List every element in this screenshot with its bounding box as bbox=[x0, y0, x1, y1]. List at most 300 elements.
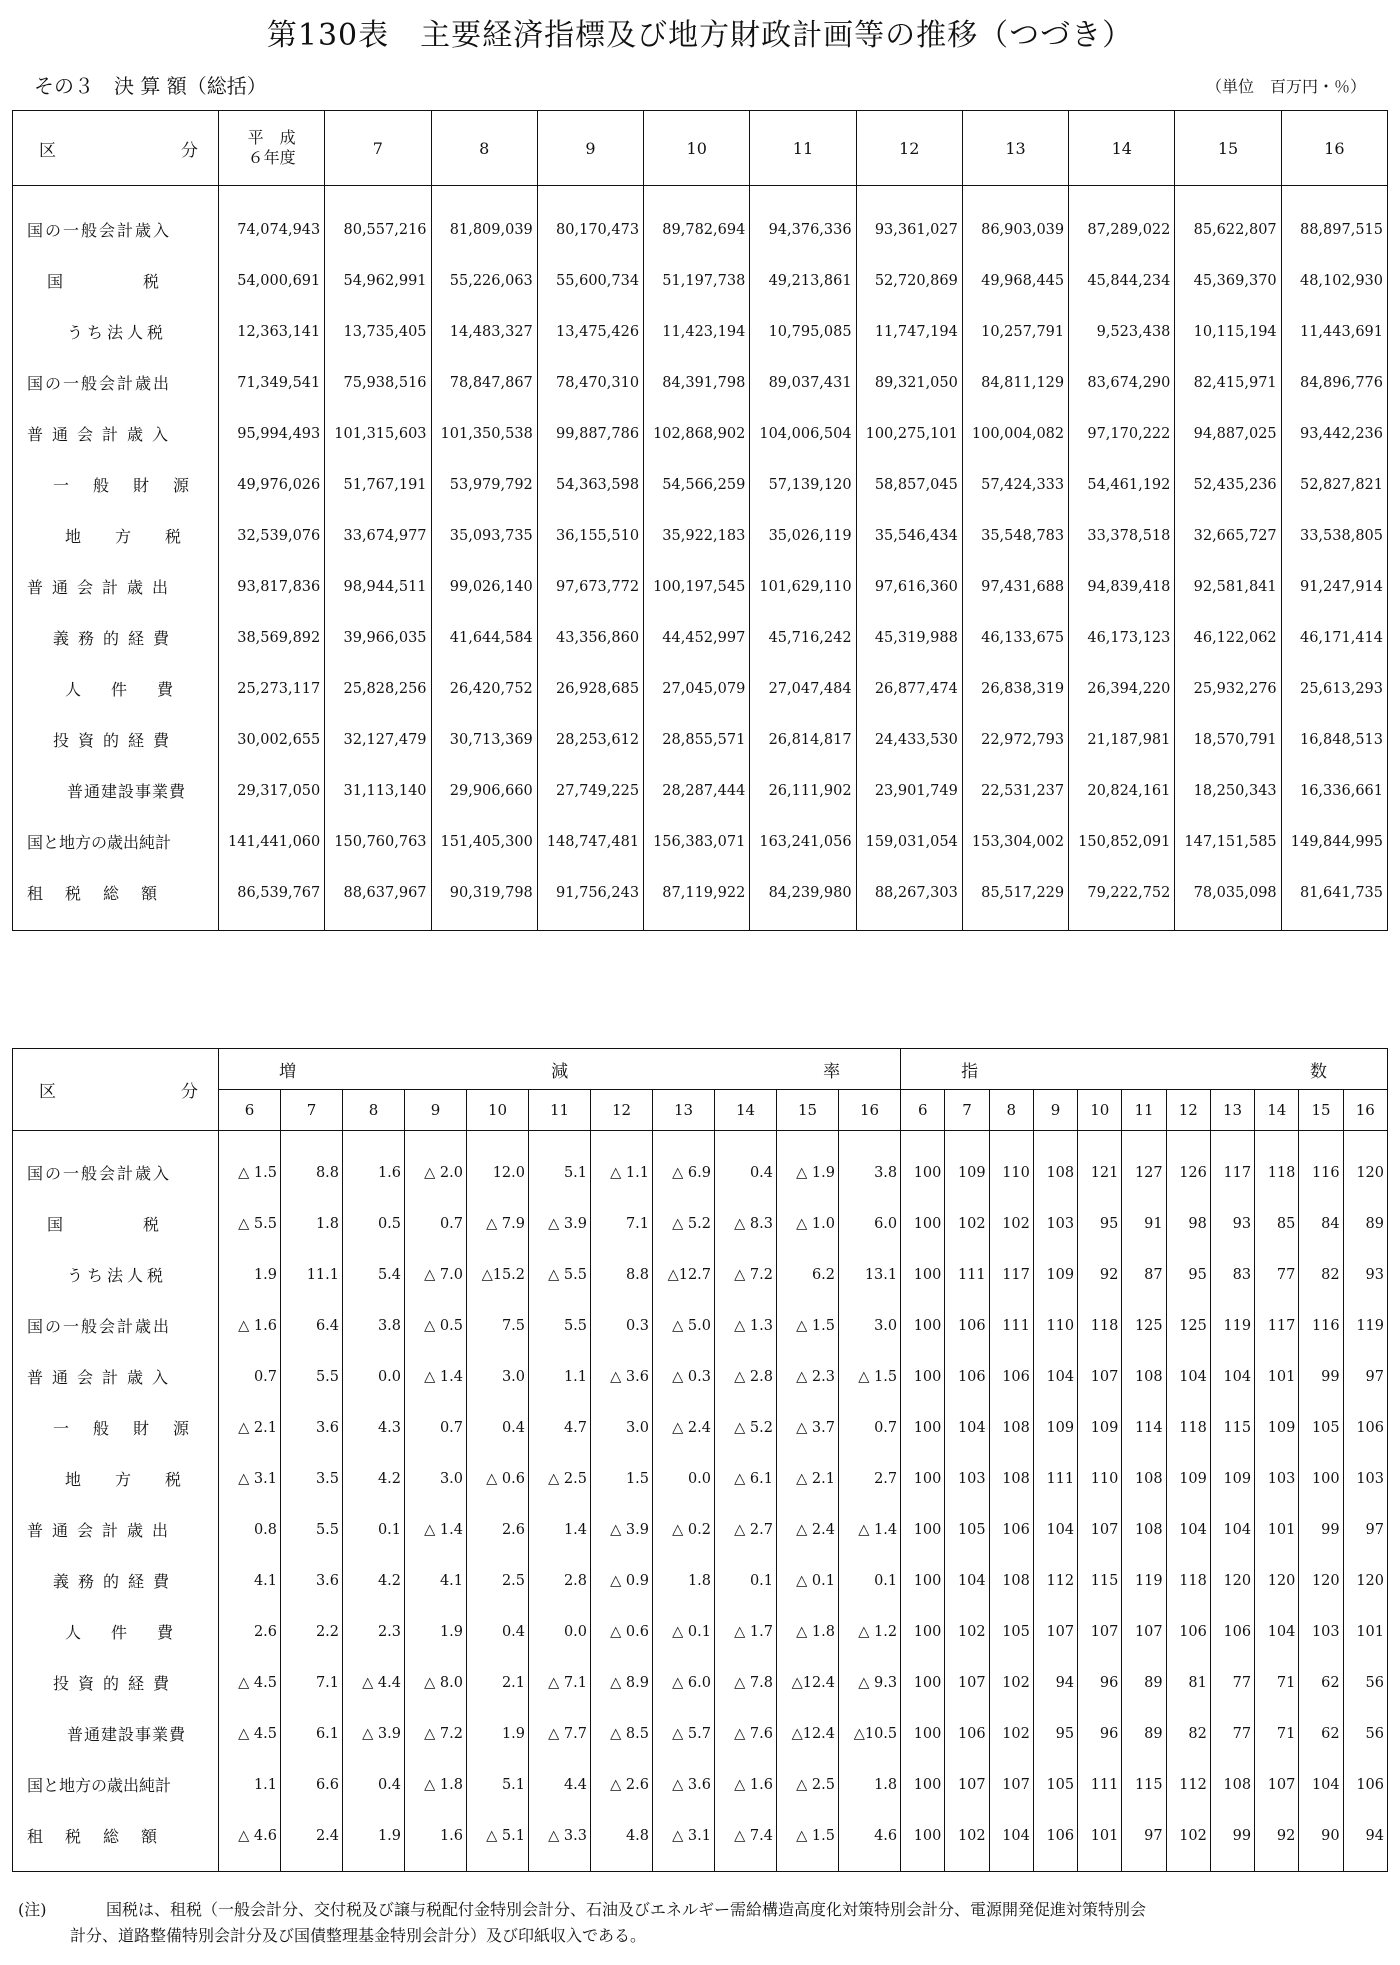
index-cell: 99 bbox=[1299, 1351, 1343, 1402]
index-cell: 106 bbox=[989, 1504, 1033, 1555]
amount-cell: 97,431,688 bbox=[962, 561, 1068, 612]
index-year-header: 12 bbox=[1166, 1090, 1210, 1131]
table-row bbox=[13, 255, 1388, 306]
index-cell: 104 bbox=[1033, 1504, 1077, 1555]
index-cell: 106 bbox=[1356, 1776, 1384, 1793]
index-cell: 118 bbox=[1255, 1131, 1299, 1199]
index-cell: 110 bbox=[989, 1131, 1033, 1199]
change-rate-cell: △ 3.1 bbox=[653, 1810, 715, 1872]
amount-cell: 13,735,405 bbox=[325, 306, 431, 357]
index-cell: 106 bbox=[989, 1351, 1033, 1402]
change-rate-cell: 1.6 bbox=[405, 1810, 467, 1872]
change-rate-cell: 1.4 bbox=[529, 1504, 591, 1555]
change-rate-cell: 0.7 bbox=[405, 1198, 467, 1249]
index-cell: 101 bbox=[1255, 1504, 1299, 1555]
row-label: 普通会計歳出 bbox=[13, 1504, 219, 1555]
change-year-header: 15 bbox=[777, 1090, 839, 1131]
change-rate-cell: 3.6 bbox=[281, 1555, 343, 1606]
index-year-header: 11 bbox=[1122, 1090, 1166, 1131]
index-cell: 118 bbox=[1166, 1555, 1210, 1606]
change-year-header: 9 bbox=[405, 1090, 467, 1131]
amount-cell: 148,747,481 bbox=[537, 816, 643, 867]
amount-cell: 45,844,234 bbox=[1069, 255, 1175, 306]
amount-cell: 54,461,192 bbox=[1069, 459, 1175, 510]
index-year-header: 15 bbox=[1299, 1090, 1343, 1131]
change-rate-cell: △ 2.0 bbox=[405, 1131, 467, 1199]
change-rate-cell: △ 6.9 bbox=[653, 1131, 715, 1199]
change-rate-cell: 2.2 bbox=[281, 1606, 343, 1657]
change-rate-cell: △ 3.1 bbox=[219, 1453, 281, 1504]
amount-cell: 151,405,300 bbox=[431, 816, 537, 867]
change-rate-cell: △ 1.6 bbox=[715, 1759, 777, 1810]
index-cell: 116 bbox=[1299, 1300, 1343, 1351]
index-cell: 98 bbox=[1166, 1198, 1210, 1249]
amount-cell: 104,006,504 bbox=[750, 408, 856, 459]
change-rate-cell: 5.4 bbox=[343, 1249, 405, 1300]
amount-cell: 88,637,967 bbox=[325, 867, 431, 931]
index-cell: 62 bbox=[1299, 1657, 1343, 1708]
row-label: 普通会計歳出 bbox=[13, 561, 219, 612]
change-rate-cell: △ 7.8 bbox=[715, 1657, 777, 1708]
index-year-header: 13 bbox=[1210, 1090, 1254, 1131]
amount-cell: 49,968,445 bbox=[962, 255, 1068, 306]
index-cell: 109 bbox=[945, 1131, 989, 1199]
index-cell: 97 bbox=[1365, 1368, 1384, 1385]
kubun-header: 区 分 bbox=[13, 1049, 219, 1131]
amount-cell: 26,877,474 bbox=[856, 663, 962, 714]
table-row bbox=[13, 408, 1388, 459]
index-cell: 111 bbox=[989, 1300, 1033, 1351]
index-cell: 107 bbox=[1078, 1351, 1122, 1402]
change-rate-cell: △ 3.9 bbox=[591, 1504, 653, 1555]
change-rate-cell: 0.0 bbox=[653, 1453, 715, 1504]
change-rate-cell: △ 5.5 bbox=[219, 1198, 281, 1249]
table-row bbox=[13, 1402, 1388, 1453]
index-cell: 100 bbox=[901, 1131, 945, 1199]
change-rate-cell: 4.1 bbox=[219, 1555, 281, 1606]
footnote-line-2: 計分、道路整備特別会計分及び国債整理基金特別会計分）及び印紙収入である。 bbox=[70, 1926, 647, 1945]
amount-cell: 159,031,054 bbox=[856, 816, 962, 867]
rates-header-row-1 bbox=[13, 1049, 1388, 1090]
change-rate-cell: △ 1.1 bbox=[591, 1131, 653, 1199]
index-cell: 94 bbox=[1033, 1657, 1077, 1708]
index-cell: 100 bbox=[901, 1759, 945, 1810]
index-cell: 121 bbox=[1078, 1131, 1122, 1199]
footnote bbox=[18, 1897, 1388, 1949]
change-rate-cell: △ 1.5 bbox=[777, 1810, 839, 1872]
amount-cell: 94,887,025 bbox=[1175, 408, 1281, 459]
change-rate-cell: △ 6.0 bbox=[653, 1657, 715, 1708]
change-rate-cell: △ 7.7 bbox=[529, 1708, 591, 1759]
amount-cell: 33,378,518 bbox=[1069, 510, 1175, 561]
index-cell: 104 bbox=[1299, 1759, 1343, 1810]
index-cell: 103 bbox=[1299, 1606, 1343, 1657]
amount-cell: 89,037,431 bbox=[750, 357, 856, 408]
index-cell: 117 bbox=[1210, 1131, 1254, 1199]
index-cell: 118 bbox=[1166, 1402, 1210, 1453]
amount-cell: 25,613,293 bbox=[1299, 680, 1383, 697]
index-cell: 102 bbox=[989, 1657, 1033, 1708]
change-rate-cell: △ 3.3 bbox=[529, 1810, 591, 1872]
amount-cell: 11,747,194 bbox=[856, 306, 962, 357]
amount-cell: 85,517,229 bbox=[962, 867, 1068, 931]
table-row bbox=[13, 1606, 1388, 1657]
amount-cell: 14,483,327 bbox=[431, 306, 537, 357]
change-rate-cell: 6.1 bbox=[281, 1708, 343, 1759]
index-cell: 126 bbox=[1166, 1131, 1210, 1199]
index-year-header: 6 bbox=[901, 1090, 945, 1131]
row-label: うち法人税 bbox=[13, 1249, 219, 1300]
amount-cell: 51,767,191 bbox=[325, 459, 431, 510]
amount-cell: 26,394,220 bbox=[1069, 663, 1175, 714]
change-rate-cell: △ 2.5 bbox=[529, 1453, 591, 1504]
change-rate-cell: 7.1 bbox=[591, 1198, 653, 1249]
amount-cell: 150,760,763 bbox=[325, 816, 431, 867]
change-rate-cell: △12.7 bbox=[653, 1249, 715, 1300]
amount-cell: 57,424,333 bbox=[962, 459, 1068, 510]
amount-cell: 22,972,793 bbox=[962, 714, 1068, 765]
index-cell: 91 bbox=[1122, 1198, 1166, 1249]
amount-cell: 54,000,691 bbox=[219, 255, 325, 306]
index-cell: 104 bbox=[945, 1555, 989, 1606]
index-cell: 99 bbox=[1299, 1504, 1343, 1555]
amount-cell: 91,756,243 bbox=[537, 867, 643, 931]
amount-cell: 101,315,603 bbox=[325, 408, 431, 459]
amount-cell: 24,433,530 bbox=[856, 714, 962, 765]
year-header: 9 bbox=[537, 111, 643, 186]
change-rate-cell: 3.6 bbox=[281, 1402, 343, 1453]
change-rate-cell: △ 5.1 bbox=[467, 1810, 529, 1872]
change-rate-cell: 2.1 bbox=[467, 1657, 529, 1708]
change-rate-cell: 1.8 bbox=[839, 1759, 901, 1810]
amount-cell: 82,415,971 bbox=[1175, 357, 1281, 408]
amount-cell: 85,622,807 bbox=[1175, 186, 1281, 256]
row-label: うち法人税 bbox=[13, 306, 219, 357]
index-cell: 102 bbox=[945, 1810, 989, 1872]
index-cell: 104 bbox=[1166, 1351, 1210, 1402]
table-row bbox=[13, 612, 1388, 663]
index-cell: 101 bbox=[1078, 1810, 1122, 1872]
amount-cell: 32,127,479 bbox=[325, 714, 431, 765]
amount-cell: 13,475,426 bbox=[537, 306, 643, 357]
change-rate-cell: △ 8.5 bbox=[591, 1708, 653, 1759]
table-row bbox=[13, 1555, 1388, 1606]
change-rate-cell: 2.5 bbox=[467, 1555, 529, 1606]
index-cell: 108 bbox=[989, 1402, 1033, 1453]
change-rate-cell: 1.9 bbox=[343, 1810, 405, 1872]
amount-cell: 88,267,303 bbox=[856, 867, 962, 931]
change-rate-cell: △ 2.4 bbox=[653, 1402, 715, 1453]
year-header: 13 bbox=[962, 111, 1068, 186]
amount-cell: 52,827,821 bbox=[1299, 476, 1383, 493]
change-year-header: 14 bbox=[715, 1090, 777, 1131]
kubun-header: 区 分 bbox=[13, 111, 219, 186]
change-rate-cell: △ 0.6 bbox=[467, 1453, 529, 1504]
amount-cell: 11,423,194 bbox=[644, 306, 750, 357]
amount-cell: 39,966,035 bbox=[325, 612, 431, 663]
amount-cell: 87,289,022 bbox=[1069, 186, 1175, 256]
index-cell: 101 bbox=[1356, 1623, 1384, 1640]
amount-cell: 99,026,140 bbox=[431, 561, 537, 612]
row-label: 国の一般会計歳出 bbox=[13, 1300, 219, 1351]
amount-cell: 27,047,484 bbox=[750, 663, 856, 714]
change-rate-cell: △ 0.3 bbox=[653, 1351, 715, 1402]
index-cell: 99 bbox=[1210, 1810, 1254, 1872]
amount-cell: 81,809,039 bbox=[431, 186, 537, 256]
index-cell: 100 bbox=[901, 1453, 945, 1504]
amount-cell: 84,239,980 bbox=[750, 867, 856, 931]
change-rate-cell: 1.5 bbox=[591, 1453, 653, 1504]
row-label: 国の一般会計歳出 bbox=[13, 357, 219, 408]
index-year-header: 14 bbox=[1255, 1090, 1299, 1131]
change-year-header: 6 bbox=[219, 1090, 281, 1131]
change-year-header: 13 bbox=[653, 1090, 715, 1131]
change-rate-cell: △ 2.3 bbox=[777, 1351, 839, 1402]
index-cell: 77 bbox=[1255, 1249, 1299, 1300]
amount-cell: 35,093,735 bbox=[431, 510, 537, 561]
index-cell: 97 bbox=[1365, 1521, 1384, 1538]
amount-cell: 35,548,783 bbox=[962, 510, 1068, 561]
index-cell: 103 bbox=[945, 1453, 989, 1504]
row-label: 地方税 bbox=[13, 1453, 219, 1504]
amount-cell: 52,720,869 bbox=[856, 255, 962, 306]
index-cell: 117 bbox=[989, 1249, 1033, 1300]
table-row bbox=[13, 510, 1388, 561]
amount-cell: 54,962,991 bbox=[325, 255, 431, 306]
change-rate-cell: △ 4.6 bbox=[219, 1810, 281, 1872]
change-rate-cell: 3.8 bbox=[343, 1300, 405, 1351]
amount-cell: 54,363,598 bbox=[537, 459, 643, 510]
index-cell: 120 bbox=[1356, 1164, 1384, 1181]
change-rate-cell: 3.0 bbox=[467, 1351, 529, 1402]
index-cell: 90 bbox=[1299, 1810, 1343, 1872]
amount-cell: 153,304,002 bbox=[962, 816, 1068, 867]
amount-cell: 22,531,237 bbox=[962, 765, 1068, 816]
amount-cell: 46,171,414 bbox=[1299, 629, 1383, 646]
change-rate-cell: 7.5 bbox=[467, 1300, 529, 1351]
change-rate-cell: △ 2.6 bbox=[591, 1759, 653, 1810]
amount-cell: 80,557,216 bbox=[325, 186, 431, 256]
index-cell: 100 bbox=[901, 1657, 945, 1708]
amount-cell: 10,257,791 bbox=[962, 306, 1068, 357]
row-label: 人件費 bbox=[13, 1606, 219, 1657]
index-cell: 100 bbox=[1299, 1453, 1343, 1504]
index-cell: 115 bbox=[1210, 1402, 1254, 1453]
amount-cell: 28,287,444 bbox=[644, 765, 750, 816]
amount-cell: 88,897,515 bbox=[1299, 221, 1383, 238]
change-rate-cell: △ 1.3 bbox=[715, 1300, 777, 1351]
amount-cell: 74,074,943 bbox=[219, 186, 325, 256]
amount-cell: 45,716,242 bbox=[750, 612, 856, 663]
change-rate-cell: △ 7.0 bbox=[405, 1249, 467, 1300]
amount-cell: 23,901,749 bbox=[856, 765, 962, 816]
index-cell: 92 bbox=[1078, 1249, 1122, 1300]
index-cell: 109 bbox=[1033, 1249, 1077, 1300]
row-label: 国 税 bbox=[13, 1198, 219, 1249]
change-rate-cell: △ 9.3 bbox=[839, 1657, 901, 1708]
index-cell: 96 bbox=[1078, 1657, 1122, 1708]
amount-cell: 38,569,892 bbox=[219, 612, 325, 663]
index-cell: 108 bbox=[1210, 1759, 1254, 1810]
row-label: 租税総額 bbox=[13, 867, 219, 931]
index-cell: 100 bbox=[901, 1708, 945, 1759]
index-cell: 104 bbox=[1166, 1504, 1210, 1555]
change-rate-cell: 4.6 bbox=[839, 1810, 901, 1872]
index-cell: 107 bbox=[1078, 1606, 1122, 1657]
change-rate-cell: 4.1 bbox=[405, 1555, 467, 1606]
index-cell: 97 bbox=[1122, 1810, 1166, 1872]
change-rate-cell: △ 0.1 bbox=[777, 1555, 839, 1606]
change-rate-cell: 1.1 bbox=[219, 1759, 281, 1810]
amount-cell: 10,795,085 bbox=[750, 306, 856, 357]
change-rate-cell: △ 2.1 bbox=[219, 1402, 281, 1453]
change-rate-cell: 12.0 bbox=[467, 1131, 529, 1199]
amount-cell: 10,115,194 bbox=[1175, 306, 1281, 357]
change-rate-cell: 8.8 bbox=[281, 1131, 343, 1199]
change-rate-cell: 0.7 bbox=[219, 1351, 281, 1402]
index-cell: 125 bbox=[1122, 1300, 1166, 1351]
amount-cell: 26,928,685 bbox=[537, 663, 643, 714]
change-rate-cell: 6.0 bbox=[839, 1198, 901, 1249]
index-cell: 119 bbox=[1356, 1317, 1384, 1334]
change-rate-cell: △ 1.5 bbox=[777, 1300, 839, 1351]
amount-cell: 100,004,082 bbox=[962, 408, 1068, 459]
change-rate-cell: △ 5.7 bbox=[653, 1708, 715, 1759]
index-cell: 106 bbox=[945, 1351, 989, 1402]
amount-cell: 58,857,045 bbox=[856, 459, 962, 510]
amount-cell: 98,944,511 bbox=[325, 561, 431, 612]
change-rate-cell: 4.2 bbox=[343, 1555, 405, 1606]
amount-cell: 86,903,039 bbox=[962, 186, 1068, 256]
change-rate-cell: 4.2 bbox=[343, 1453, 405, 1504]
change-rate-cell: △12.4 bbox=[777, 1708, 839, 1759]
amount-cell: 141,441,060 bbox=[219, 816, 325, 867]
index-cell: 102 bbox=[945, 1606, 989, 1657]
change-year-header: 11 bbox=[529, 1090, 591, 1131]
change-rate-cell: 3.8 bbox=[839, 1131, 901, 1199]
change-rate-cell: 1.9 bbox=[405, 1606, 467, 1657]
row-label: 投資的経費 bbox=[13, 714, 219, 765]
footnote-mark: (注) bbox=[18, 1900, 47, 1919]
change-rate-cell: 0.1 bbox=[343, 1504, 405, 1555]
index-cell: 102 bbox=[989, 1708, 1033, 1759]
amount-cell: 41,644,584 bbox=[431, 612, 537, 663]
amount-cell: 33,674,977 bbox=[325, 510, 431, 561]
change-rate-cell: 0.1 bbox=[839, 1555, 901, 1606]
amount-cell: 49,213,861 bbox=[750, 255, 856, 306]
index-cell: 109 bbox=[1210, 1453, 1254, 1504]
table-row bbox=[13, 459, 1388, 510]
index-cell: 110 bbox=[1078, 1453, 1122, 1504]
index-cell: 87 bbox=[1122, 1249, 1166, 1300]
change-rate-cell: △ 2.5 bbox=[777, 1759, 839, 1810]
change-rate-cell: △ 2.7 bbox=[715, 1504, 777, 1555]
amount-cell: 163,241,056 bbox=[750, 816, 856, 867]
change-rate-cell: △ 1.8 bbox=[405, 1759, 467, 1810]
amount-cell: 83,674,290 bbox=[1069, 357, 1175, 408]
amount-cell: 86,539,767 bbox=[219, 867, 325, 931]
index-cell: 95 bbox=[1078, 1198, 1122, 1249]
index-cell: 110 bbox=[1033, 1300, 1077, 1351]
amount-cell: 30,002,655 bbox=[219, 714, 325, 765]
change-rate-cell: 1.8 bbox=[653, 1555, 715, 1606]
amount-cell: 25,273,117 bbox=[219, 663, 325, 714]
index-cell: 96 bbox=[1078, 1708, 1122, 1759]
amount-cell: 55,226,063 bbox=[431, 255, 537, 306]
index-cell: 102 bbox=[1166, 1810, 1210, 1872]
change-rate-cell: △ 1.5 bbox=[839, 1351, 901, 1402]
table-row bbox=[13, 1810, 1388, 1872]
change-rate-cell: 4.4 bbox=[529, 1759, 591, 1810]
index-cell: 108 bbox=[1122, 1453, 1166, 1504]
change-rate-cell: △ 7.2 bbox=[715, 1249, 777, 1300]
amount-cell: 35,546,434 bbox=[856, 510, 962, 561]
index-cell: 108 bbox=[989, 1453, 1033, 1504]
change-rate-cell: △ 8.3 bbox=[715, 1198, 777, 1249]
change-rate-cell: △ 5.0 bbox=[653, 1300, 715, 1351]
index-cell: 103 bbox=[1356, 1470, 1384, 1487]
row-label: 国の一般会計歳入 bbox=[13, 1131, 219, 1199]
year-header-heisei6: 平 成 ６年度 bbox=[219, 111, 325, 186]
index-cell: 111 bbox=[1078, 1759, 1122, 1810]
amount-cell: 26,838,319 bbox=[962, 663, 1068, 714]
amount-cell: 45,369,370 bbox=[1175, 255, 1281, 306]
index-cell: 103 bbox=[1033, 1198, 1077, 1249]
row-label: 普通建設事業費 bbox=[13, 765, 219, 816]
index-cell: 114 bbox=[1122, 1402, 1166, 1453]
index-cell: 112 bbox=[1033, 1555, 1077, 1606]
amount-cell: 11,443,691 bbox=[1299, 323, 1383, 340]
amount-cell: 97,673,772 bbox=[537, 561, 643, 612]
change-rate-cell: △ 7.9 bbox=[467, 1198, 529, 1249]
index-cell: 108 bbox=[1122, 1351, 1166, 1402]
change-rate-cell: 11.1 bbox=[281, 1249, 343, 1300]
index-cell: 95 bbox=[1166, 1249, 1210, 1300]
amount-cell: 92,581,841 bbox=[1175, 561, 1281, 612]
index-cell: 108 bbox=[1033, 1131, 1077, 1199]
amount-cell: 16,848,513 bbox=[1299, 731, 1383, 748]
change-rate-cell: △ 8.0 bbox=[405, 1657, 467, 1708]
amount-cell: 147,151,585 bbox=[1175, 816, 1281, 867]
amount-cell: 84,811,129 bbox=[962, 357, 1068, 408]
table-row bbox=[13, 1708, 1388, 1759]
change-rate-cell: 0.4 bbox=[715, 1131, 777, 1199]
index-cell: 104 bbox=[989, 1810, 1033, 1872]
change-rate-cell: △ 1.2 bbox=[839, 1606, 901, 1657]
amount-cell: 29,906,660 bbox=[431, 765, 537, 816]
change-rate-cell: 5.1 bbox=[529, 1131, 591, 1199]
row-label: 普通建設事業費 bbox=[13, 1708, 219, 1759]
index-cell: 127 bbox=[1122, 1131, 1166, 1199]
amount-cell: 78,470,310 bbox=[537, 357, 643, 408]
amount-cell: 25,932,276 bbox=[1175, 663, 1281, 714]
amount-cell: 51,197,738 bbox=[644, 255, 750, 306]
index-year-header: 16 bbox=[1343, 1090, 1387, 1131]
index-cell: 100 bbox=[901, 1810, 945, 1872]
change-rate-cell: △12.4 bbox=[777, 1657, 839, 1708]
index-cell: 100 bbox=[901, 1402, 945, 1453]
index-cell: 85 bbox=[1255, 1198, 1299, 1249]
table-row bbox=[13, 1504, 1388, 1555]
change-rate-cell: 3.0 bbox=[591, 1402, 653, 1453]
row-label: 一般財源 bbox=[13, 459, 219, 510]
index-cell: 100 bbox=[901, 1504, 945, 1555]
change-rate-cell: 7.1 bbox=[281, 1657, 343, 1708]
amount-cell: 89,321,050 bbox=[856, 357, 962, 408]
amount-cell: 84,391,798 bbox=[644, 357, 750, 408]
index-cell: 104 bbox=[945, 1402, 989, 1453]
amount-cell: 84,896,776 bbox=[1299, 374, 1383, 391]
